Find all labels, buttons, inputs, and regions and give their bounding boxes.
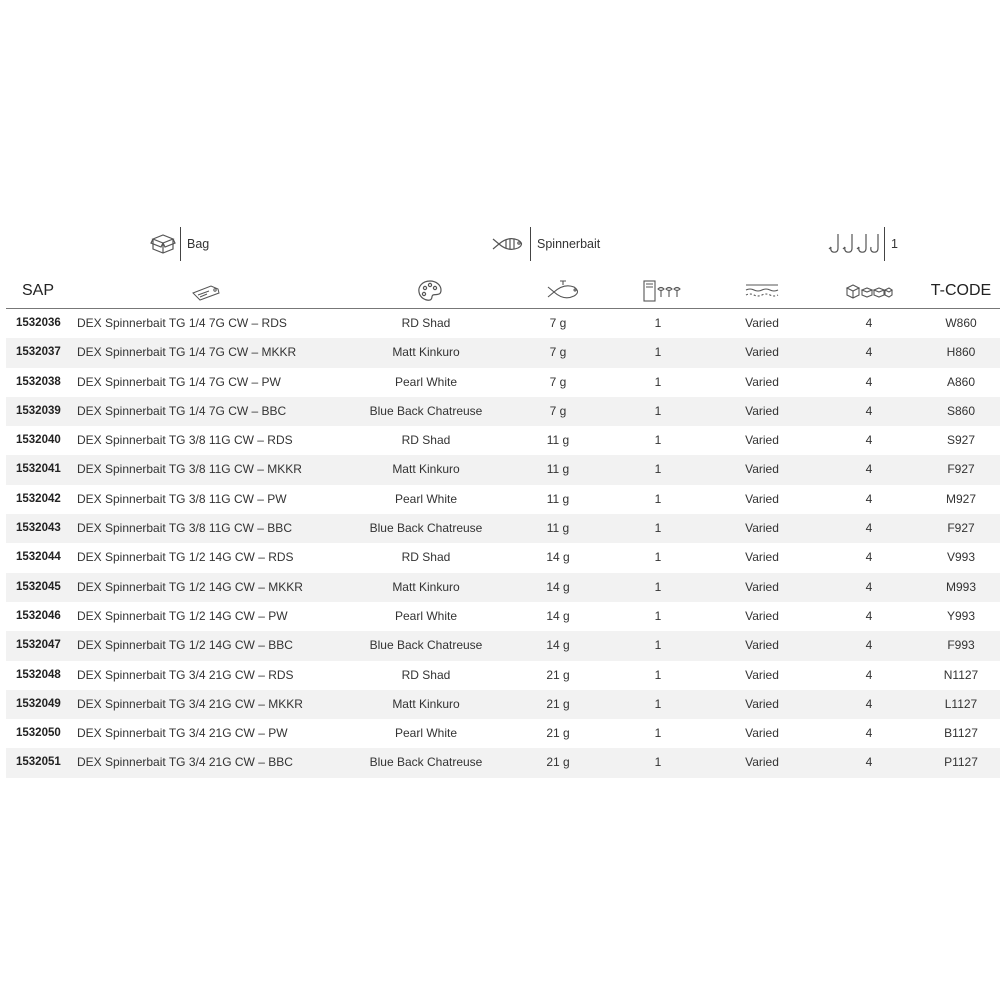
tcode-cell: M927: [945, 491, 977, 506]
hooks-icon: [828, 231, 880, 257]
depth-cell: Varied: [745, 462, 779, 477]
table-row: [6, 748, 1000, 777]
depth-cell: Varied: [745, 608, 779, 623]
table-row: [6, 338, 1000, 367]
pack-qty-cell: 1: [654, 491, 662, 506]
type-info: [492, 226, 600, 262]
spinnerbait-icon: [492, 234, 526, 254]
color-cell: Blue Back Chatreuse: [369, 638, 483, 653]
color-cell: RD Shad: [401, 550, 451, 565]
table-row: [6, 690, 1000, 719]
fish-weight-icon: [540, 276, 588, 306]
pack-qty-cell: 1: [654, 755, 662, 770]
name-cell: DEX Spinnerbait TG 3/4 21G CW – BBC: [77, 755, 293, 770]
color-cell: Matt Kinkuro: [392, 462, 460, 477]
carton-qty-cell: 4: [865, 638, 873, 653]
sap-cell: 1532051: [16, 756, 61, 769]
hooks-info: [828, 226, 898, 262]
table-row: [6, 631, 1000, 660]
pack-qty-cell: 1: [654, 550, 662, 565]
pack-qty-cell: 1: [654, 374, 662, 389]
pack-qty-cell: 1: [654, 345, 662, 360]
sap-cell: 1532040: [16, 434, 61, 447]
tcode-cell: F927: [947, 462, 975, 477]
table-row: [6, 543, 1000, 572]
tcode-cell: B1127: [944, 726, 978, 741]
tcode-cell: F993: [947, 638, 975, 653]
pack-qty-cell: 1: [654, 521, 662, 536]
weight-cell: 14 g: [546, 579, 570, 594]
pack-qty-cell: 1: [654, 667, 662, 682]
table-row: [6, 719, 1000, 748]
name-cell: DEX Spinnerbait TG 3/4 21G CW – MKKR: [77, 696, 303, 711]
sap-cell: 1532047: [16, 639, 61, 652]
sap-cell: 1532041: [16, 463, 61, 476]
carton-qty-cell: 4: [865, 608, 873, 623]
carton-qty-cell: 4: [865, 550, 873, 565]
depth-cell: Varied: [745, 374, 779, 389]
table-row: [6, 602, 1000, 631]
sap-cell: 1532042: [16, 492, 61, 505]
depth-cell: Varied: [745, 345, 779, 360]
box-icon: [150, 231, 176, 257]
table-header: [6, 276, 1000, 309]
name-cell: DEX Spinnerbait TG 1/4 7G CW – PW: [77, 374, 281, 389]
pack-card-icon: [638, 276, 688, 306]
name-cell: DEX Spinnerbait TG 1/4 7G CW – BBC: [77, 403, 287, 418]
table-row: [6, 368, 1000, 397]
weight-cell: 7 g: [549, 374, 567, 389]
weight-cell: 14 g: [546, 608, 570, 623]
table-row: [6, 485, 1000, 514]
pack-qty-cell: 1: [654, 638, 662, 653]
carton-qty-cell: 4: [865, 374, 873, 389]
pack-qty-cell: 1: [654, 462, 662, 477]
table-row: [6, 397, 1000, 426]
palette-icon: [410, 276, 450, 306]
carton-qty-cell: 4: [865, 345, 873, 360]
product-info-row: [0, 226, 1000, 262]
pack-qty-cell: 1: [654, 726, 662, 741]
color-cell: Blue Back Chatreuse: [369, 403, 483, 418]
color-cell: Matt Kinkuro: [392, 696, 460, 711]
pack-qty-cell: 1: [654, 433, 662, 448]
depth-cell: Varied: [745, 755, 779, 770]
sap-cell: 1532038: [16, 375, 61, 388]
sap-cell: 1532036: [16, 317, 61, 329]
weight-cell: 14 g: [546, 550, 570, 565]
hooks-count: 1: [891, 237, 898, 251]
weight-cell: 21 g: [546, 696, 570, 711]
depth-cell: Varied: [745, 550, 779, 565]
sap-cell: 1532048: [16, 668, 61, 681]
carton-qty-cell: 4: [865, 491, 873, 506]
carton-qty-cell: 4: [865, 579, 873, 594]
carton-qty-cell: 4: [865, 726, 873, 741]
color-cell: Pearl White: [394, 491, 458, 506]
color-cell: Matt Kinkuro: [392, 345, 460, 360]
tcode-cell: H860: [946, 345, 976, 360]
sap-cell: 1532045: [16, 580, 61, 593]
tcode-cell: M993: [945, 579, 977, 594]
weight-cell: 11 g: [546, 491, 570, 506]
tcode-cell: P1127: [944, 755, 978, 770]
depth-cell: Varied: [745, 579, 779, 594]
pack-qty-cell: 1: [654, 316, 662, 330]
carton-qty-cell: 4: [865, 755, 873, 770]
name-cell: DEX Spinnerbait TG 1/2 14G CW – MKKR: [77, 579, 303, 594]
name-cell: DEX Spinnerbait TG 1/2 14G CW – BBC: [77, 638, 293, 653]
table-row: [6, 309, 1000, 338]
column-header-sap: SAP: [21, 282, 54, 299]
water-depth-icon: [744, 276, 780, 306]
sap-cell: 1532043: [16, 522, 61, 535]
color-cell: Pearl White: [394, 726, 458, 741]
depth-cell: Varied: [745, 726, 779, 741]
depth-cell: Varied: [745, 433, 779, 448]
weight-cell: 7 g: [549, 316, 567, 330]
tcode-cell: N1127: [943, 667, 979, 682]
name-cell: DEX Spinnerbait TG 3/4 21G CW – PW: [77, 726, 288, 741]
carton-qty-cell: 4: [865, 462, 873, 477]
name-cell: DEX Spinnerbait TG 1/4 7G CW – RDS: [77, 316, 287, 330]
color-cell: Blue Back Chatreuse: [369, 521, 483, 536]
tag-icon: [186, 276, 226, 306]
name-cell: DEX Spinnerbait TG 1/2 14G CW – PW: [77, 608, 288, 623]
depth-cell: Varied: [745, 403, 779, 418]
weight-cell: 7 g: [549, 403, 567, 418]
color-cell: Matt Kinkuro: [392, 579, 460, 594]
weight-cell: 14 g: [546, 638, 570, 653]
carton-qty-cell: 4: [865, 403, 873, 418]
pack-qty-cell: 1: [654, 403, 662, 418]
tcode-cell: A860: [946, 374, 976, 389]
pack-qty-cell: 1: [654, 579, 662, 594]
tcode-cell: F927: [947, 521, 975, 536]
name-cell: DEX Spinnerbait TG 3/8 11G CW – BBC: [77, 521, 292, 536]
sap-cell: 1532046: [16, 609, 61, 622]
depth-cell: Varied: [745, 521, 779, 536]
type-label: Spinnerbait: [537, 237, 601, 251]
column-header-tcode: T-CODE: [930, 282, 992, 299]
carton-qty-cell: 4: [865, 433, 873, 448]
depth-cell: Varied: [745, 491, 779, 506]
tcode-cell: V993: [946, 550, 976, 565]
name-cell: DEX Spinnerbait TG 1/2 14G CW – RDS: [77, 550, 294, 565]
tcode-cell: S860: [946, 403, 976, 418]
tcode-cell: W860: [945, 316, 977, 330]
weight-cell: 21 g: [546, 726, 570, 741]
color-cell: Pearl White: [394, 374, 458, 389]
pack-qty-cell: 1: [654, 696, 662, 711]
weight-cell: 11 g: [546, 462, 570, 477]
product-table-body: [6, 309, 1000, 778]
table-row: [6, 661, 1000, 690]
pack-qty-cell: 1: [654, 608, 662, 623]
weight-cell: 11 g: [546, 433, 570, 448]
color-cell: RD Shad: [401, 667, 451, 682]
weight-cell: 11 g: [546, 521, 570, 536]
depth-cell: Varied: [745, 667, 779, 682]
carton-qty-cell: 4: [865, 316, 873, 330]
packaging-info: [150, 226, 209, 262]
carton-qty-cell: 4: [865, 696, 873, 711]
sap-cell: 1532044: [16, 551, 61, 564]
sap-cell: 1532049: [16, 697, 61, 710]
color-cell: RD Shad: [401, 316, 451, 330]
sap-cell: 1532037: [16, 346, 61, 359]
color-cell: Blue Back Chatreuse: [369, 755, 483, 770]
name-cell: DEX Spinnerbait TG 3/8 11G CW – PW: [77, 491, 287, 506]
table-row: [6, 514, 1000, 543]
color-cell: RD Shad: [401, 433, 451, 448]
name-cell: DEX Spinnerbait TG 3/8 11G CW – RDS: [77, 433, 293, 448]
depth-cell: Varied: [745, 696, 779, 711]
tcode-cell: Y993: [946, 608, 976, 623]
sap-cell: 1532039: [16, 404, 61, 417]
depth-cell: Varied: [745, 316, 779, 330]
tcode-cell: L1127: [944, 696, 978, 711]
table-row: [6, 426, 1000, 455]
sap-cell: 1532050: [16, 727, 61, 740]
carton-icon: [844, 276, 894, 306]
weight-cell: 21 g: [546, 667, 570, 682]
tcode-cell: S927: [946, 433, 976, 448]
name-cell: DEX Spinnerbait TG 3/4 21G CW – RDS: [77, 667, 294, 682]
table-row: [6, 455, 1000, 484]
color-cell: Pearl White: [394, 608, 458, 623]
weight-cell: 21 g: [546, 755, 570, 770]
carton-qty-cell: 4: [865, 667, 873, 682]
name-cell: DEX Spinnerbait TG 3/8 11G CW – MKKR: [77, 462, 302, 477]
packaging-label: Bag: [187, 237, 210, 251]
name-cell: DEX Spinnerbait TG 1/4 7G CW – MKKR: [77, 345, 297, 360]
table-row: [6, 573, 1000, 602]
weight-cell: 7 g: [549, 345, 567, 360]
depth-cell: Varied: [745, 638, 779, 653]
carton-qty-cell: 4: [865, 521, 873, 536]
